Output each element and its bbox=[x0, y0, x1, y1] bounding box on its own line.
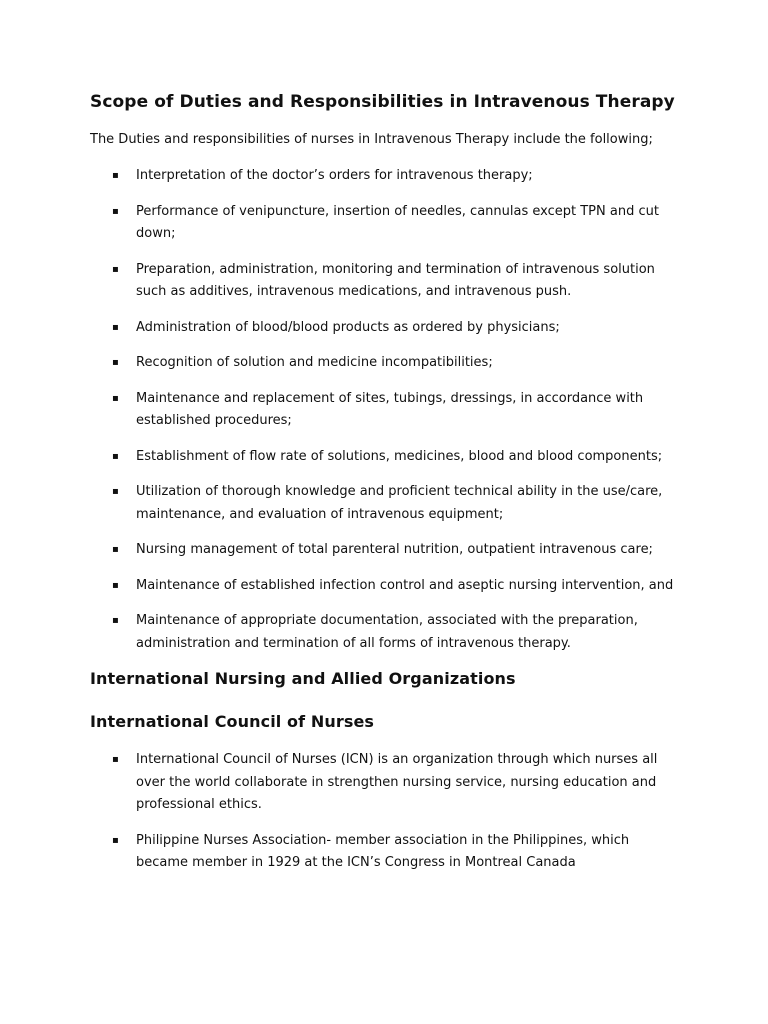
list-item-text: Administration of blood/blood products as ordered by physicians; bbox=[136, 319, 560, 335]
bullet-icon: ▪ bbox=[112, 392, 119, 404]
icn-list bbox=[90, 749, 680, 875]
intro-paragraph: The Duties and responsibilities of nurses in Intravenous Therapy include the following; bbox=[90, 132, 653, 147]
list-item bbox=[90, 610, 680, 655]
list-item-text: Utilization of thorough knowledge and proficient technical ability in the use/care, maintenance, and evaluation of intravenous equipment; bbox=[136, 484, 663, 522]
bullet-icon: ▪ bbox=[112, 263, 119, 275]
list-item bbox=[90, 481, 680, 526]
list-item-text: International Council of Nurses (ICN) is an organization through which nurses all over the world collaborate in strengthen nursing service, nursing education and professional ethics. bbox=[136, 752, 658, 812]
list-item-text: Establishment of flow rate of solutions, medicines, blood and blood components; bbox=[136, 448, 663, 464]
list-item-text: Maintenance of established infection control and aseptic nursing intervention, and bbox=[136, 577, 674, 593]
bullet-icon: ▪ bbox=[112, 321, 119, 333]
list-item bbox=[90, 539, 680, 562]
duties-list bbox=[90, 165, 680, 655]
bullet-icon: ▪ bbox=[112, 450, 119, 462]
list-item bbox=[90, 749, 680, 817]
bullet-icon: ▪ bbox=[112, 754, 119, 765]
bullet-icon: ▪ bbox=[112, 170, 119, 181]
section-heading-iv-therapy: Scope of Duties and Responsibilities in Intravenous Therapy bbox=[90, 92, 675, 112]
list-item-text: Performance of venipuncture, insertion of needles, cannulas except TPN and cut down; bbox=[136, 203, 659, 241]
list-item-text: Maintenance of appropriate documentation, associated with the preparation, administration and termination of all forms of intravenous therapy. bbox=[136, 613, 638, 651]
list-item bbox=[90, 388, 680, 433]
section-heading-icn: International Council of Nurses bbox=[90, 712, 375, 731]
list-item bbox=[90, 830, 680, 875]
section-heading-organizations: International Nursing and Allied Organizations bbox=[90, 669, 516, 688]
list-item-text: Preparation, administration, monitoring and termination of intravenous solution such as additives, intravenous medications, and intravenous push. bbox=[136, 261, 655, 299]
list-item bbox=[90, 201, 680, 246]
bullet-icon: ▪ bbox=[112, 205, 119, 217]
bullet-icon: ▪ bbox=[112, 615, 119, 626]
bullet-icon: ▪ bbox=[112, 486, 119, 497]
document-page bbox=[90, 92, 680, 888]
list-item bbox=[90, 317, 680, 340]
list-item bbox=[90, 575, 680, 598]
bullet-icon: ▪ bbox=[112, 357, 119, 368]
bullet-icon: ▪ bbox=[112, 834, 119, 846]
list-item-text: Nursing management of total parenteral nutrition, outpatient intravenous care; bbox=[136, 542, 653, 557]
list-item bbox=[90, 352, 680, 375]
list-item-text: Philippine Nurses Association- member association in the Philippines, which became member in 1929 at the ICN’s Congress in Montreal Canada bbox=[136, 832, 630, 870]
list-item bbox=[90, 165, 680, 188]
list-item bbox=[90, 259, 680, 304]
bullet-icon: ▪ bbox=[112, 579, 119, 591]
list-item-text: Recognition of solution and medicine incompatibilities; bbox=[136, 355, 493, 370]
list-item-text: Maintenance and replacement of sites, tubings, dressings, in accordance with established procedures; bbox=[136, 390, 644, 428]
bullet-icon: ▪ bbox=[112, 544, 119, 555]
list-item-text: Interpretation of the doctor’s orders for intravenous therapy; bbox=[136, 168, 533, 183]
list-item bbox=[90, 446, 680, 469]
